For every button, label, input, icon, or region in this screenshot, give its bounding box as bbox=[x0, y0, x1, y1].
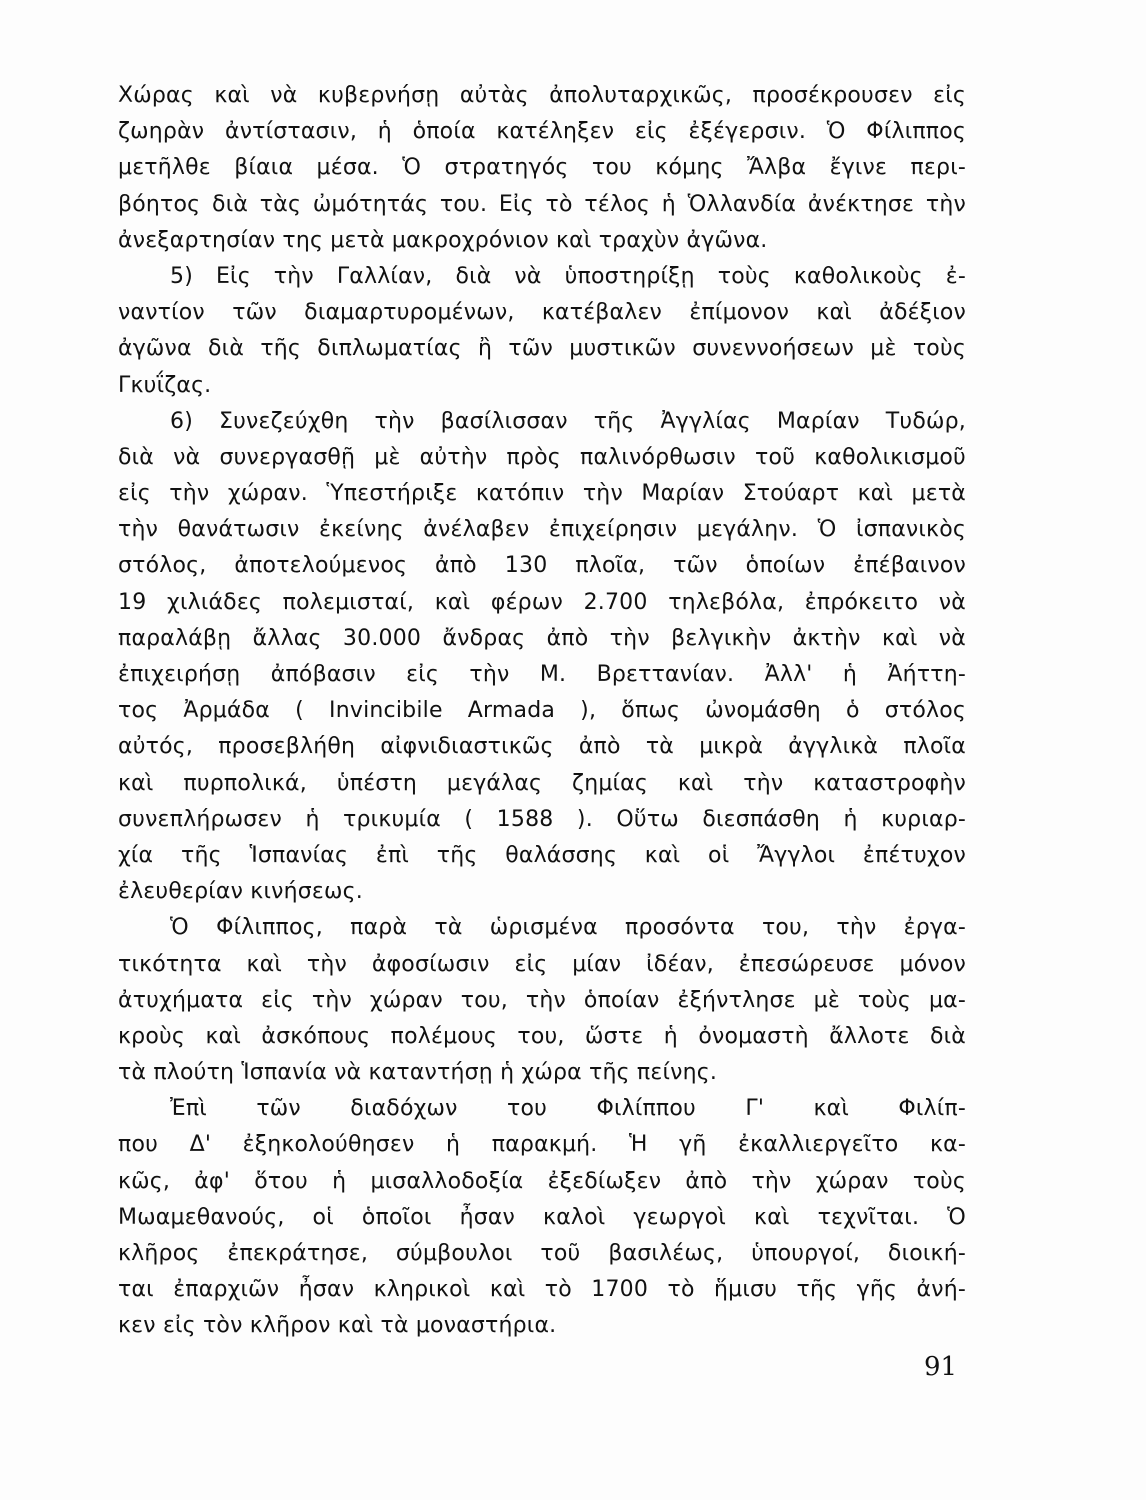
text-line: ζωηρὰν ἀντίστασιν, ἡ ὁποία κατέληξεν εἰς ἐξέγερσιν. Ὁ Φίλιππος bbox=[118, 119, 966, 145]
paragraph-start-line: 5) Εἰς τὴν Γαλλίαν, διὰ νὰ ὑποστηρίξῃ τοὺς καθολικοὺς ἐ- bbox=[170, 263, 966, 289]
text-line: χία τῆς Ἱσπανίας ἐπὶ τῆς θαλάσσης καὶ οἱ Ἄγγλοι ἐπέτυχον bbox=[118, 842, 966, 868]
text-line: Μωαμεθανούς, οἱ ὁποῖοι ἦσαν καλοὶ γεωργοὶ καὶ τεχνῖται. Ὁ bbox=[118, 1204, 966, 1230]
text-line: καὶ πυρπολικά, ὑπέστη μεγάλας ζημίας καὶ τὴν καταστροφὴν bbox=[118, 770, 966, 796]
text-line: κλῆρος ἐπεκράτησε, σύμβουλοι τοῦ βασιλέως, ὑπουργοί, διοική- bbox=[118, 1241, 966, 1266]
text-line: Γκυΐζας. bbox=[118, 372, 212, 398]
text-line: ἐλευθερίαν κινήσεως. bbox=[118, 879, 363, 905]
text-line: ται ἐπαρχιῶν ἦσαν κληρικοὶ καὶ τὸ 1700 τὸ ἥμισυ τῆς γῆς ἀνή- bbox=[118, 1277, 966, 1303]
text-line: 19 χιλιάδες πολεμισταί, καὶ φέρων 2.700 τηλεβόλα, ἐπρόκειτο νὰ bbox=[118, 589, 966, 615]
text-line: μετῆλθε βίαια μέσα. Ὁ στρατηγός του κόμης Ἄλβα ἔγινε περι- bbox=[118, 155, 966, 181]
text-line: κροὺς καὶ ἀσκόπους πολέμους του, ὥστε ἡ ὀνομαστὴ ἄλλοτε διὰ bbox=[118, 1023, 966, 1049]
paragraph-start-line: 6) Συνεζεύχθη τὴν βασίλισσαν τῆς Ἀγγλίας Μαρίαν Τυδώρ, bbox=[170, 408, 966, 434]
paragraph-start-line: Ὁ Φίλιππος, παρὰ τὰ ὡρισμένα προσόντα του, τὴν ἐργα- bbox=[170, 915, 966, 941]
text-line: κεν εἰς τὸν κλῆρον καὶ τὰ μοναστήρια. bbox=[118, 1313, 557, 1339]
text-line: αὐτός, προσεβλήθη αἰφνιδιαστικῶς ἀπὸ τὰ μικρὰ ἀγγλικὰ πλοῖα bbox=[118, 734, 966, 760]
text-line: τὴν θανάτωσιν ἐκείνης ἀνέλαβεν ἐπιχείρησιν μεγάλην. Ὁ ἰσπανικὸς bbox=[118, 517, 966, 543]
text-line: βόητος διὰ τὰς ὠμότητάς του. Εἰς τὸ τέλος ἡ Ὁλλανδία ἀνέκτησε τὴν bbox=[118, 191, 966, 217]
text-line: ναντίον τῶν διαμαρτυρομένων, κατέβαλεν ἐπίμονον καὶ ἀδέξιον bbox=[118, 300, 966, 326]
text-line: στόλος, ἀποτελούμενος ἀπὸ 130 πλοῖα, τῶν ὁποίων ἐπέβαινον bbox=[118, 553, 966, 579]
text-line: κῶς, ἀφ' ὅτου ἡ μισαλλοδοξία ἐξεδίωξεν ἀπὸ τὴν χώραν τοὺς bbox=[118, 1168, 966, 1194]
text-line: τικότητα καὶ τὴν ἀφοσίωσιν εἰς μίαν ἰδέαν, ἐπεσώρευσε μόνον bbox=[118, 951, 966, 977]
text-line: ἀτυχήματα εἰς τὴν χώραν του, τὴν ὁποίαν ἐξήντλησε μὲ τοὺς μα- bbox=[118, 987, 966, 1013]
text-line: ἀνεξαρτησίαν της μετὰ μακροχρόνιον καὶ τραχὺν ἀγῶνα. bbox=[118, 227, 768, 253]
text-line: ἐπιχειρήσῃ ἀπόβασιν εἰς τὴν Μ. Βρεττανίαν. Ἀλλ' ἡ Ἀήττη- bbox=[118, 662, 966, 687]
paragraph-start-line: Ἐπὶ τῶν διαδόχων του Φιλίππου Γ' καὶ Φιλίπ- bbox=[170, 1096, 966, 1122]
page-number: 91 bbox=[924, 1352, 958, 1382]
text-line: συνεπλήρωσεν ἡ τρικυμία ( 1588 ). Οὕτω διεσπάσθη ἡ κυριαρ- bbox=[118, 806, 966, 832]
text-line: τος Ἀρμάδα ( Invincibile Armada ), ὅπως ὠνομάσθη ὁ στόλος bbox=[118, 698, 966, 724]
text-line: παραλάβῃ ἄλλας 30.000 ἄνδρας ἀπὸ τὴν βελγικὴν ἀκτὴν καὶ νὰ bbox=[118, 625, 966, 651]
text-line: Χώρας καὶ νὰ κυβερνήσῃ αὐτὰς ἀπολυταρχικῶς, προσέκρουσεν εἰς bbox=[118, 83, 966, 108]
text-line: εἰς τὴν χώραν. Ὑπεστήριξε κατόπιν τὴν Μαρίαν Στούαρτ καὶ μετὰ bbox=[118, 481, 966, 507]
text-line: που Δ' ἐξηκολούθησεν ἡ παρακμή. Ἡ γῆ ἐκαλλιεργεῖτο κα- bbox=[118, 1132, 966, 1158]
body-text bbox=[118, 78, 966, 1345]
text-line: τὰ πλούτη Ἱσπανία νὰ καταντήσῃ ἡ χώρα τῆς πείνης. bbox=[118, 1060, 718, 1086]
text-line: διὰ νὰ συνεργασθῇ μὲ αὐτὴν πρὸς παλινόρθωσιν τοῦ καθολικισμοῦ bbox=[118, 444, 966, 470]
text-line: ἀγῶνα διὰ τῆς διπλωματίας ἢ τῶν μυστικῶν συνεννοήσεων μὲ τοὺς bbox=[118, 336, 966, 362]
